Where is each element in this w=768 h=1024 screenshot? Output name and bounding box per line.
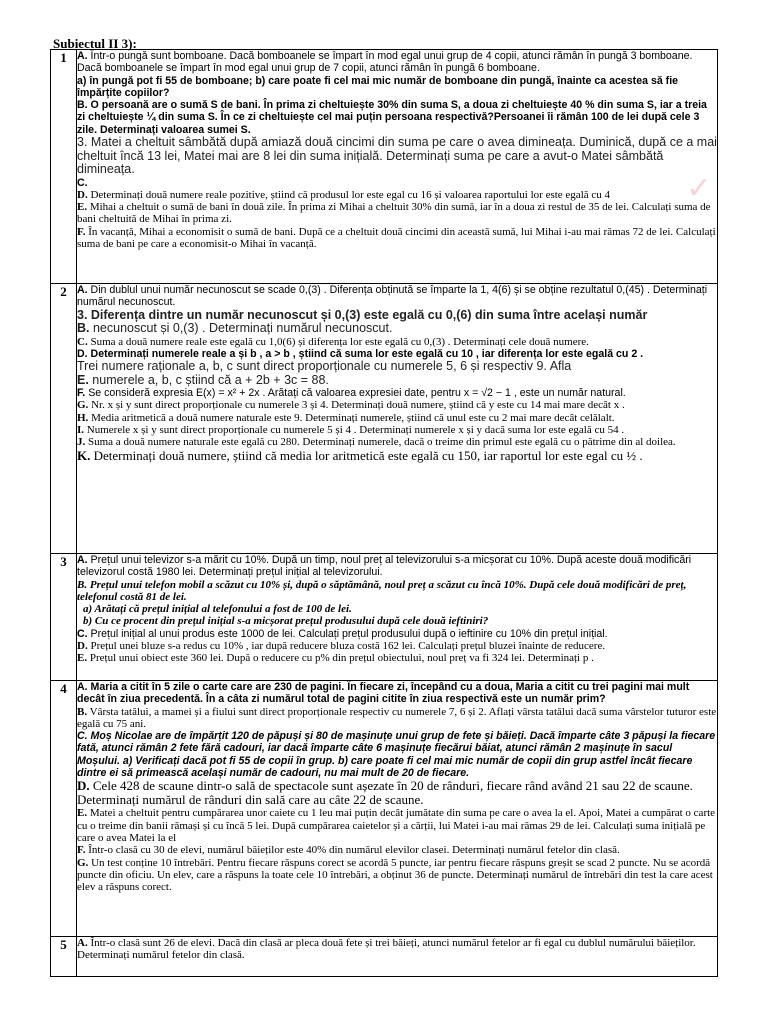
item-text: Se consideră expresia E(x) = x² + 2x . Arătați că valoarea expresiei date, pentru x = √2 − 1 , este un număr natural. — [85, 387, 626, 400]
problem-item — [77, 706, 717, 731]
item-text: Suma a două numere naturale este egală cu 280. Determinați numerele, dacă o treime din primul este egală cu o pătrime din al doilea. — [85, 436, 676, 449]
problem-item — [77, 387, 717, 399]
item-text: Trei numere raționale a, b, c sunt direct proporționale cu numerele 5, 6 și respectiv 9. Afla — [77, 359, 572, 374]
item-text: Numerele x și y sunt direct proporționale cu numerele 5 și 4 . Determinați numerele x și y dacă suma lor este egală cu 54 . — [84, 424, 625, 437]
problem-item — [77, 640, 717, 652]
problem-item — [77, 284, 717, 309]
item-text: 3. Diferența dintre un număr necunoscut și 0,(3) este egală cu 0,(6) din suma între același număr — [77, 307, 648, 322]
item-label: E. — [77, 652, 88, 665]
problem-item — [77, 412, 717, 424]
row-content — [77, 937, 718, 977]
row-number: 5 — [51, 937, 77, 977]
item-label: D. — [77, 188, 88, 201]
problem-row-4 — [51, 681, 718, 937]
item-label: B. — [77, 321, 90, 336]
item-label: C. — [77, 335, 88, 348]
item-label: C. — [77, 627, 88, 640]
item-label: K. — [77, 447, 91, 463]
item-label: E. — [77, 201, 88, 214]
problem-item — [77, 424, 717, 436]
problem-row-1 — [51, 50, 718, 284]
item-label: A. — [77, 50, 88, 62]
item-label: F. — [77, 225, 86, 238]
item-label: A. — [77, 681, 88, 693]
item-label: D. — [77, 347, 88, 360]
item-text: Nr. x și y sunt direct proporționale cu numerele 3 și 4. Determinați două numere, știind că y este cu 14 mai mare decât x . — [88, 399, 625, 412]
item-label: F. — [77, 844, 86, 857]
problem-item — [77, 579, 717, 604]
problem-item — [77, 374, 717, 388]
problem-item — [77, 360, 717, 374]
problem-item — [77, 615, 717, 627]
item-label: D. — [77, 640, 88, 653]
item-text: Mihai a cheltuit o sumă de bani în două zile. În prima zi Mihai a cheltuit 30% din sumă, iar în a doua zi restul de 35 de lei. Calculați suma de bani cheltuită de Mihai în prima zi. — [77, 201, 711, 226]
problem-item — [77, 309, 717, 323]
row-number: 1 — [51, 50, 77, 284]
item-label: A. — [77, 554, 88, 566]
item-label: C. — [77, 730, 88, 743]
problem-item — [77, 75, 717, 100]
item-label: D. — [77, 778, 90, 794]
item-text: Cele 428 de scaune dintr-o sală de spectacole sunt așezate în 20 de rânduri, fiecare rând având 21 sau 22 de scaune. Determinați numărul de rânduri din sală care au câte 22 de scaune. — [77, 778, 693, 808]
item-label: A. — [77, 937, 88, 949]
item-label: E. — [77, 372, 89, 387]
item-label: I. — [77, 424, 85, 437]
item-text: Într-o pungă sunt bomboane. Dacă bomboanele se împart în mod egal unui grup de 4 copii, atunci rămân în pungă 3 bomboane. Dacă bomboanele se împart în mod egal unui grup de 7 copii, atunci rămân în pungă 6 bomboane. — [77, 50, 693, 75]
item-text: Maria a citit în 5 zile o carte care are 230 de pagini. În fiecare zi, începând cu a doua, Maria a citit cu trei pagini mai mult decât în ziua precedentă. În a câta zi numărul total de pagini citite în ziua respectivă este un număr prim? — [77, 681, 690, 706]
item-text: Determinați două numere reale pozitive, știind că produsul lor este egal cu 16 și valoarea raportului lor este egală cu 4 — [87, 188, 611, 201]
row-content — [77, 50, 718, 284]
item-text: b) Cu ce procent din prețul inițial s-a micșorat prețul produsului după cele două ieftiniri? — [83, 615, 489, 628]
item-label: J. — [77, 436, 86, 449]
item-text: Determinați două numere, știind că media lor aritmetică este egală cu 150, iar raportul lor este egal cu ½ . — [90, 447, 643, 463]
problem-item — [77, 807, 717, 844]
item-text: Suma a două numere reale este egală cu 1,0(6) și diferența lor este egală cu 0,(3) . Determinați cele două numere. — [87, 335, 589, 348]
item-label: G. — [77, 856, 89, 869]
problem-item — [77, 189, 717, 201]
problem-item — [77, 136, 717, 177]
problem-item — [77, 844, 717, 856]
row-content — [77, 554, 718, 681]
item-text: a) în pungă pot fi 55 de bomboane; b) care poate fi cel mai mic număr de bomboane din pungă, înainte ca acestea să fie împărțite copiilor? — [77, 74, 679, 99]
problems-table — [50, 49, 718, 977]
item-text: Prețul unui telefon mobil a scăzut cu 10% și, după o săptămână, noul preț a scăzut cu încă 10%. După cele două modificări de preț, telefonul costă 81 de lei. — [77, 578, 687, 603]
item-text: necunoscut și 0,(3) . Determinați numărul necunoscut. — [89, 321, 393, 336]
problem-item — [77, 336, 717, 348]
problem-item — [77, 857, 717, 894]
item-text: Media aritmetică a două numere naturale este 9. Determinați numerele, știind că unul este cu 2 mai mare decât celălalt. — [88, 411, 615, 424]
item-label: H. — [77, 411, 89, 424]
item-text: Prețul inițial al unui produs este 1000 de lei. Calculați prețul produsului după o ieftinire cu 10% din prețul inițial. — [87, 627, 608, 640]
problem-item — [77, 226, 717, 251]
problem-item — [77, 779, 717, 807]
item-text: Prețul unei bluze s-a redus cu 10% , iar după reducere bluza costă 162 lei. Calculați prețul bluzei înainte de reducere. — [87, 640, 606, 653]
item-text: Vârsta tatălui, a mamei și a fiului sunt direct proporționale respectiv cu numerele 7, 6 și 2. Aflați vârsta tatălui dacă suma vârstelor tuturor este egală cu 75 ani. — [77, 705, 717, 730]
item-text: a) Arătați că prețul inițial al telefonului a fost de 100 de lei. — [83, 603, 352, 616]
item-text: În vacanță, Mihai a economisit o sumă de bani. După ce a cheltuit două cincimi din această sumă, lui Mihai i-au mai rămas 72 de lei. Calculați suma de bani pe care a economisit-o Mihai în vacanță. — [77, 225, 716, 251]
problem-item — [77, 652, 717, 664]
item-label: B. — [77, 99, 88, 112]
item-text: numerele a, b, c știind că a + 2b + 3c = 88. — [88, 372, 329, 387]
item-label: C. — [77, 176, 88, 189]
item-text: Într-o clasă cu 30 de elevi, numărul băieților este 40% din numărul elevilor clasei. Determinați numărul fetelor din clasă. — [85, 844, 620, 857]
problem-row-5 — [51, 937, 718, 977]
item-label: A. — [77, 284, 88, 296]
item-text: Un test conține 10 întrebări. Pentru fiecare răspuns corect se acordă 5 puncte, iar pentru fiecare răspuns greșit se scad 2 puncte. Nu se acordă puncte din oficiu. Un elev, care a răspuns la toate cele 10 întrebări, a obținut 36 de puncte. Determinați numărul de întrebări din test la care acest elev a răspuns corect. — [77, 856, 713, 894]
item-text: O persoană are o sumă S de bani. În prima zi cheltuiește 30% din suma S, a doua zi cheltuiește 40 % din suma S, iar a treia zi cheltuiește ¼ din suma S. În ce zi cheltuiește cel mai puțin persoana respectivă?Persoanei îi rămân 100 de lei după cele 3 zile. Determinați valoarea sumei S. — [77, 99, 707, 136]
problem-item — [77, 322, 717, 336]
problem-item — [77, 399, 717, 411]
row-content — [77, 284, 718, 554]
item-text: Prețul unui televizor s-a mărit cu 10%. După un timp, noul preț al televizorului s-a micșorat cu 10%. După aceste două modificări televizorul costă 1980 lei. Determinați prețul inițial al televizorului. — [77, 554, 692, 579]
problem-row-3 — [51, 554, 718, 681]
item-text: Moș Nicolae are de împărțit 120 de păpuși și 80 de mașinuțe unui grup de fete și băieți. Dacă împarte câte 3 păpuși la fiecare fată, atunci rămân 2 fete fără cadouri, iar dacă împarte câte 6 mașinuțe fiecărui băiat, atunci rămân 2 mașinuțe în sacul Moșului. a) Verificați dacă pot fi 55 de copii în grup. b) care poate fi cel mai mic număr de copii din grup astfel încât fiecare dintre ei să primească același număr de cadouri, nu mai mult de 20 de fiecare. — [77, 730, 716, 780]
row-content — [77, 681, 718, 937]
row-number: 4 — [51, 681, 77, 937]
item-text: Din dublul unui număr necunoscut se scade 0,(3) . Diferența obținută se împarte la 1, 4(6) și se obține rezultatul 0,(45) . Determinați numărul necunoscut. — [77, 284, 708, 309]
item-text: Matei a cheltuit pentru cumpărarea unor caiete cu 1 leu mai puțin decât jumătate din suma pe care o avea la el. Apoi, Matei a cumpărat o carte cu o treime din banii rămași și cu încă 5 lei. După cumpărarea caietelor și a cărții, lui Matei i-au mai rămas 29 de lei. Calculați suma inițială pe care o avea Matei la el — [77, 807, 716, 844]
row-number: 3 — [51, 554, 77, 681]
item-text: Determinați numerele reale a și b , a > b , știind că suma lor este egală cu 10 , iar diferența lor este egală cu 2 . — [87, 347, 644, 360]
problem-item — [77, 201, 717, 226]
item-label: B. — [77, 705, 88, 718]
item-label: B. — [77, 578, 88, 591]
item-text: Prețul unui obiect este 360 lei. După o reducere cu p% din prețul obiectului, noul preț va fi 324 lei. Determinați p . — [87, 652, 594, 665]
page-title: Subiectul II 3): — [53, 36, 137, 51]
item-label: F. — [77, 387, 86, 400]
problem-item — [77, 628, 717, 640]
pen-mark-icon: ✓ — [686, 171, 712, 206]
problem-item — [77, 449, 717, 463]
problem-item — [77, 177, 717, 189]
problem-item — [77, 937, 717, 962]
row-number: 2 — [51, 284, 77, 554]
item-label: G. — [77, 399, 89, 412]
problem-item — [77, 554, 717, 579]
problem-item — [77, 50, 717, 75]
item-text: 3. Matei a cheltuit sâmbătă după amiază două cincimi din suma pe care o avea dimineața. Duminică, după ce a mai cheltuit încă 13 lei, Matei mai are 8 lei din suma inițială. Determinați suma pe care a avut-o Matei sâmbătă dimineața. — [77, 135, 717, 177]
problem-item — [77, 99, 717, 136]
item-text: Într-o clasă sunt 26 de elevi. Dacă din clasă ar pleca două fete și trei băieți, atunci numărul fetelor ar fi egal cu dublul numărului băieților. Determinați numărul fetelor din clasă. — [77, 937, 696, 962]
problem-item — [77, 730, 717, 779]
problem-row-2 — [51, 284, 718, 554]
problem-item — [77, 603, 717, 615]
problem-item — [77, 681, 717, 706]
item-label: E. — [77, 807, 88, 820]
